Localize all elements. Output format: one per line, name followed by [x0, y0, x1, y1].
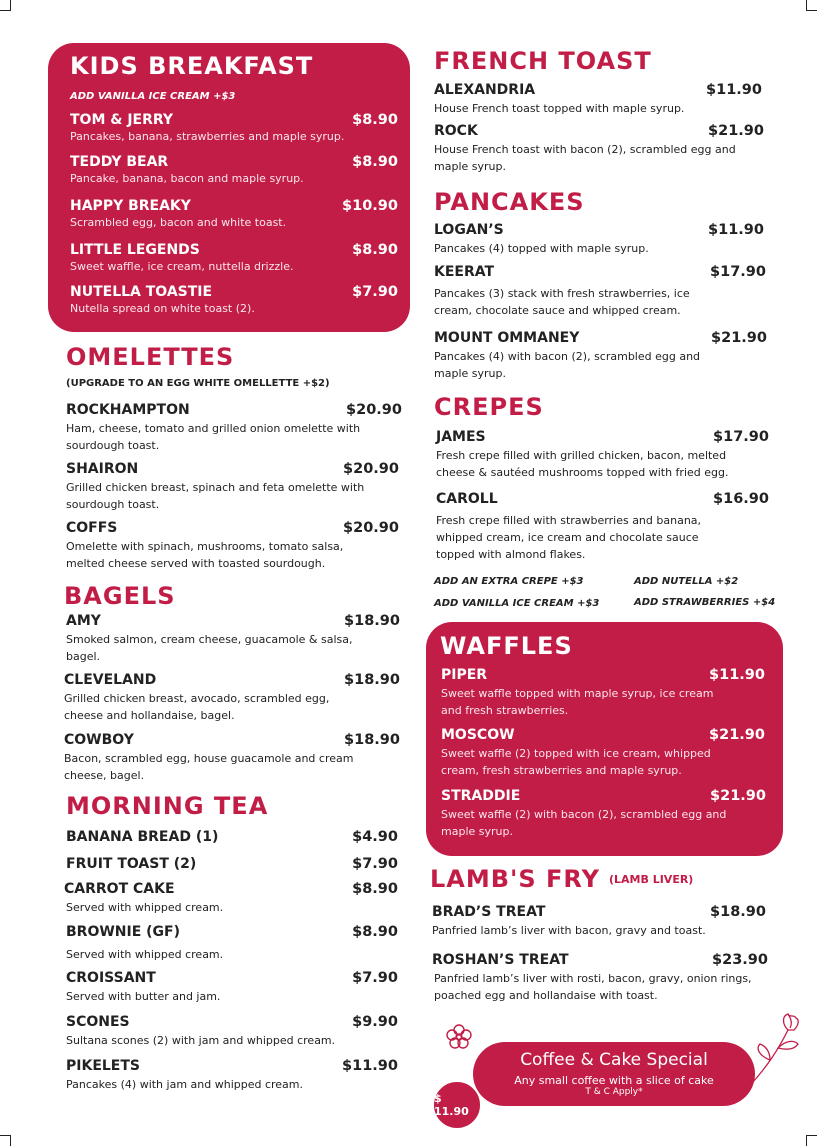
crop-mark-top-right — [806, 0, 817, 11]
kids-breakfast-title: KIDS BREAKFAST — [70, 52, 314, 80]
lambs-fry-subtitle: (LAMB LIVER) — [609, 873, 694, 886]
item-price: $17.90 — [713, 429, 769, 445]
item-description: Sweet waffle (2) topped with ice cream, whipped cream, fresh strawberries and maple syrup. — [441, 747, 711, 777]
menu-item — [66, 924, 398, 963]
item-name: CAROLL — [436, 491, 498, 507]
item-price: $17.90 — [710, 264, 766, 280]
coffee-cake-special-card — [473, 1042, 755, 1106]
item-name: COFFS — [66, 520, 118, 536]
item-price: $9.90 — [352, 1014, 398, 1030]
item-description: Served with whipped cream. — [66, 948, 224, 961]
crepes-title: CREPES — [434, 393, 544, 421]
item-price: $18.90 — [344, 613, 400, 629]
item-name: JAMES — [436, 429, 486, 445]
item-name: MOSCOW — [441, 727, 515, 743]
lambs-fry-title: LAMB'S FRY — [430, 865, 600, 893]
item-name: MOUNT OMMANEY — [434, 330, 580, 346]
item-price: $20.90 — [343, 520, 399, 536]
menu-item — [436, 429, 769, 481]
french-toast-title: FRENCH TOAST — [434, 47, 652, 75]
item-description: Pancakes (3) stack with fresh strawberries, ice cream, chocolate sauce and whipped cream. — [434, 287, 690, 317]
menu-item — [434, 222, 764, 257]
menu-item — [66, 1058, 398, 1093]
item-price: $20.90 — [346, 402, 402, 418]
item-description: Served with butter and jam. — [66, 990, 221, 1003]
menu-item — [441, 667, 765, 719]
item-price: $21.90 — [711, 330, 767, 346]
coffee-special-title: Coffee & Cake Special — [520, 1050, 708, 1070]
menu-item — [434, 264, 766, 319]
item-description: Panfried lamb’s liver with bacon, gravy and toast. — [432, 924, 706, 937]
menu-item — [66, 829, 398, 845]
coffee-special-terms: T & C Apply* — [585, 1087, 643, 1097]
item-price: $8.90 — [352, 112, 398, 128]
item-name: LITTLE LEGENDS — [70, 242, 200, 258]
item-name: BRAD’S TREAT — [432, 904, 546, 920]
item-name: KEERAT — [434, 264, 495, 280]
item-name: BROWNIE (GF) — [66, 924, 181, 940]
item-name: BANANA BREAD (1) — [66, 829, 219, 845]
menu-item — [66, 613, 400, 665]
item-description: Nutella spread on white toast (2). — [70, 302, 255, 315]
crop-mark-top-left — [0, 0, 11, 11]
item-price: $21.90 — [709, 727, 765, 743]
item-name: PIKELETS — [66, 1058, 140, 1074]
item-name: FRUIT TOAST (2) — [66, 856, 197, 872]
item-price: $11.90 — [342, 1058, 398, 1074]
item-price: $23.90 — [712, 952, 768, 968]
item-price: $8.90 — [352, 881, 398, 897]
menu-item — [70, 198, 398, 231]
item-price: $21.90 — [708, 123, 764, 139]
floral-branch-icon — [748, 1010, 808, 1085]
menu-item — [70, 242, 398, 275]
item-description: Smoked salmon, cream cheese, guacamole & salsa, bagel. — [66, 633, 353, 663]
menu-item — [434, 82, 762, 117]
item-name: ROSHAN’S TREAT — [432, 952, 569, 968]
crop-mark-bottom-right — [806, 1135, 817, 1146]
item-description: House French toast topped with maple syrup. — [434, 102, 685, 115]
item-name: ROCKHAMPTON — [66, 402, 190, 418]
item-description: Fresh crepe filled with strawberries and banana, whipped cream, ice cream and chocolate sauce topped with almond flakes. — [436, 514, 702, 561]
item-price: $10.90 — [342, 198, 398, 214]
waffles-panel — [426, 622, 783, 856]
menu-item — [66, 402, 402, 454]
item-description: Pancakes, banana, strawberries and maple syrup. — [70, 130, 345, 143]
menu-item — [70, 284, 398, 317]
menu-item — [66, 520, 399, 572]
item-price: $7.90 — [352, 970, 398, 986]
item-name: SHAIRON — [66, 461, 139, 477]
item-description: Bacon, scrambled egg, house guacamole and cream cheese, bagel. — [64, 752, 354, 782]
item-price: $16.90 — [713, 491, 769, 507]
item-description: Panfried lamb’s liver with rosti, bacon, gravy, onion rings, poached egg and hollandaise with toast. — [434, 972, 752, 1002]
item-name: CROISSANT — [66, 970, 156, 986]
item-description: Served with whipped cream. — [66, 901, 224, 914]
waffles-title: WAFFLES — [440, 632, 573, 660]
item-name: NUTELLA TOASTIE — [70, 284, 213, 300]
kids-breakfast-panel — [48, 43, 410, 332]
item-description: Sweet waffle, ice cream, nuttella drizzle. — [70, 260, 294, 273]
item-name: AMY — [66, 613, 101, 629]
item-price: $18.90 — [344, 732, 400, 748]
menu-item — [436, 491, 769, 563]
menu-item — [70, 154, 398, 187]
item-description: Omelette with spinach, mushrooms, tomato salsa, melted cheese served with toasted sourdough. — [66, 540, 344, 570]
item-name: CARROT CAKE — [64, 881, 175, 897]
item-description: House French toast with bacon (2), scrambled egg and maple syrup. — [434, 143, 736, 173]
flower-icon — [444, 1022, 474, 1052]
menu-item — [70, 112, 398, 145]
menu-item — [66, 461, 399, 513]
crepes-addon: ADD VANILLA ICE CREAM +$3 — [434, 598, 600, 609]
item-price: $11.90 — [708, 222, 764, 238]
item-description: Fresh crepe filled with grilled chicken, bacon, melted cheese & sautéed mushrooms topped with fried egg. — [436, 449, 729, 479]
morning-tea-title: MORNING TEA — [66, 792, 269, 820]
menu-item — [64, 672, 400, 724]
item-price: $18.90 — [344, 672, 400, 688]
bagels-title: BAGELS — [64, 582, 176, 610]
item-name: COWBOY — [64, 732, 134, 748]
item-name: TEDDY BEAR — [70, 154, 169, 170]
menu-item — [441, 727, 765, 779]
omelettes-note: (UPGRADE TO AN EGG WHITE OMELLETTE +$2) — [66, 378, 330, 389]
menu-item — [64, 881, 398, 916]
item-price: $20.90 — [343, 461, 399, 477]
item-price: $11.90 — [706, 82, 762, 98]
pancakes-title: PANCAKES — [434, 188, 585, 216]
crepes-addon: ADD AN EXTRA CREPE +$3 — [434, 576, 584, 587]
item-price: $7.90 — [352, 284, 398, 300]
menu-item — [64, 732, 400, 784]
item-name: HAPPY BREAKY — [70, 198, 191, 214]
item-description: Grilled chicken breast, spinach and feta omelette with sourdough toast. — [66, 481, 365, 511]
item-price: $8.90 — [352, 924, 398, 940]
item-name: SCONES — [66, 1014, 130, 1030]
item-name: TOM & JERRY — [70, 112, 174, 128]
item-description: Pancake, banana, bacon and maple syrup. — [70, 172, 304, 185]
item-description: Pancakes (4) with jam and whipped cream. — [66, 1078, 304, 1091]
item-description: Scrambled egg, bacon and white toast. — [70, 216, 287, 229]
item-name: STRADDIE — [441, 788, 521, 804]
item-price: $4.90 — [352, 829, 398, 845]
item-description: Pancakes (4) with bacon (2), scrambled egg and maple syrup. — [434, 350, 701, 380]
coffee-special-line: Any small coffee with a slice of cake — [514, 1074, 714, 1087]
item-description: Sweet waffle topped with maple syrup, ice cream and fresh strawberries. — [441, 687, 714, 717]
menu-item — [434, 123, 764, 175]
item-price: $7.90 — [352, 856, 398, 872]
menu-item — [66, 1014, 398, 1049]
menu-item — [432, 904, 766, 939]
item-price: $11.90 — [709, 667, 765, 683]
item-price: $8.90 — [352, 154, 398, 170]
item-description: Sweet waffle (2) with bacon (2), scrambled egg and maple syrup. — [441, 808, 727, 838]
item-description: Ham, cheese, tomato and grilled onion omelette with sourdough toast. — [66, 422, 361, 452]
menu-item — [441, 788, 766, 840]
item-price: $8.90 — [352, 242, 398, 258]
crepes-addon: ADD NUTELLA +$2 — [634, 576, 739, 587]
item-price: $18.90 — [710, 904, 766, 920]
item-name: LOGAN’S — [434, 222, 504, 238]
crop-mark-bottom-left — [0, 1135, 11, 1146]
menu-item — [66, 856, 398, 872]
omelettes-title: OMELETTES — [66, 343, 235, 371]
item-description: Sultana scones (2) with jam and whipped cream. — [66, 1034, 336, 1047]
kids-breakfast-note: ADD VANILLA ICE CREAM +$3 — [70, 91, 236, 102]
coffee-special-price-badge: $ 11.90 — [432, 1080, 482, 1130]
menu-item — [434, 330, 767, 382]
item-name: CLEVELAND — [64, 672, 157, 688]
item-price: $21.90 — [710, 788, 766, 804]
crepes-addon: ADD STRAWBERRIES +$4 — [634, 597, 776, 608]
item-name: ROCK — [434, 123, 478, 139]
item-description: Pancakes (4) topped with maple syrup. — [434, 242, 649, 255]
menu-item — [432, 952, 768, 1004]
item-description: Grilled chicken breast, avocado, scrambled egg, cheese and hollandaise, bagel. — [64, 692, 330, 722]
item-name: ALEXANDRIA — [434, 82, 536, 98]
menu-item — [66, 970, 398, 1005]
item-name: PIPER — [441, 667, 488, 683]
